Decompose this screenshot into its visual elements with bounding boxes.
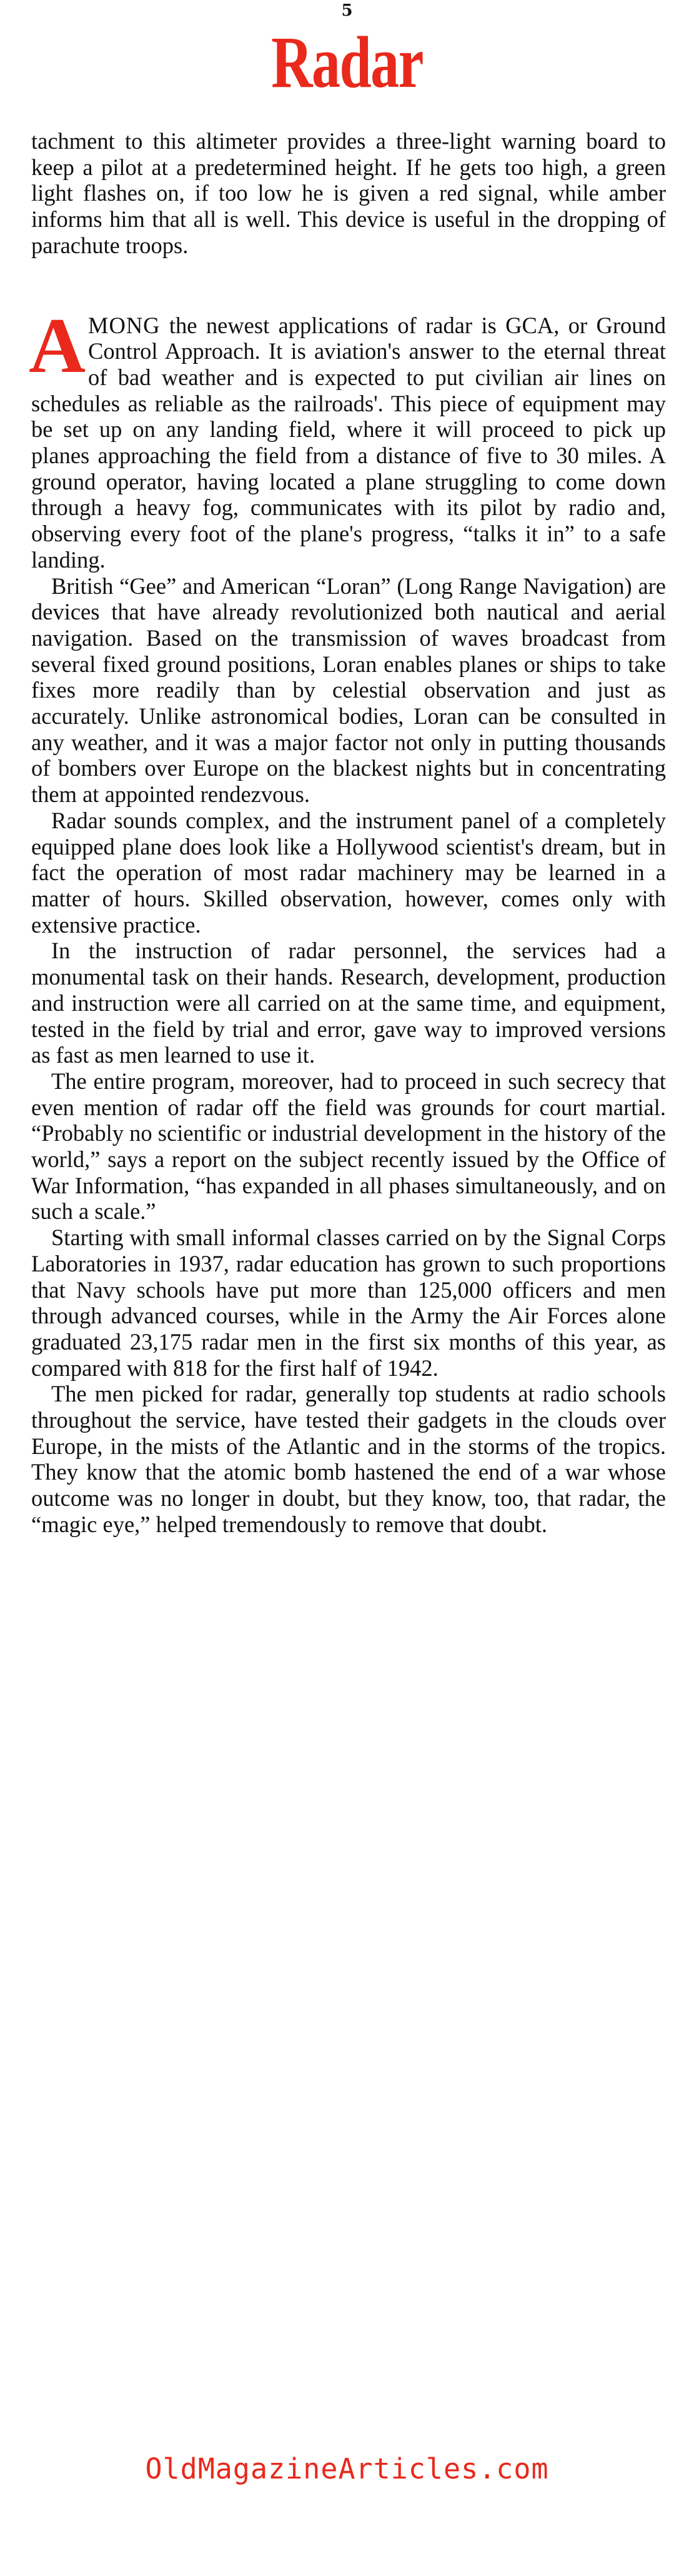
paragraph-radar-men: The men picked for radar, generally top students at radio schools throughout the service, have tested their gadgets in the clouds over Europe, in the mists of the Atlantic and in the storms of the tropics. They know that the atomic bomb hastened the end of a war whose outcome was no longer in doubt, but they know, too, that radar, the “magic eye,” helped tremendously to remove that doubt. (31, 1381, 666, 1537)
article-headline: Radar (271, 21, 423, 103)
paragraph-instruction: In the instruction of radar personnel, the services had a monumental task on their hands. Research, development, production and instruction were all carried on at the same time, and equipment, tested in the field by trial and error, gave way to improved versions as fast as men learned to use it. (31, 938, 666, 1068)
paragraph-gca-text: the newest applications of radar is GCA, or Ground Control Approach. It is aviation's answer to the eternal threat of bad weather and is expected to put civilian air lines on schedules as reliable as the railroads'. This piece of equipment may be set up on any landing field, where it will proceed to pick up planes approaching the field from a distance of five to 30 miles. A ground operator, having located a plane struggling to come down through a heavy fog, communicates with its pilot by radio and, observing every foot of the plane's progress, “talks it in” to a safe landing. (31, 312, 666, 573)
paragraph-gca (29, 302, 666, 573)
paragraph-education: Starting with small informal classes carried on by the Signal Corps Laboratories in 1937, radar education has grown to such proportions that Navy schools have put more than 125,000 officers and men through advanced courses, while in the Army the Air Forces alone graduated 23,175 radar men in the first six months of this year, as compared with 818 for the first half of 1942. (31, 1225, 666, 1381)
site-footer-link[interactable]: OldMagazineArticles.com (145, 2452, 549, 2485)
drop-cap: A (29, 302, 86, 389)
paragraph-loran: British “Gee” and American “Loran” (Long Range Navigation) are devices that have already revolutionized both nautical and aerial navigation. Based on the transmission of waves broadcast from several fixed ground positions, Loran enables planes or ships to take fixes more readily than by celestial observation and just as accurately. Unlike astronomical bodies, Loran can be consulted in any weather, and it was a major factor not only in putting thousands of bombers over Europe on the blackest nights but in concentrating them at appointed rendezvous. (31, 573, 666, 808)
paragraph-secrecy: The entire program, moreover, had to proceed in such secrecy that even mention of radar off the field was grounds for court martial. “Probably no scientific or industrial development in the history of the world,” says a report on the subject recently issued by the Office of War Information, “has expanded in all phases simultaneously, and on such a scale.” (31, 1068, 666, 1225)
lead-in-smallcaps: MONG (88, 312, 161, 338)
article-body (31, 128, 666, 1538)
paragraph-complexity: Radar sounds complex, and the instrument panel of a completely equipped plane does look like a Hollywood scientist's dream, but in fact the operation of most radar machinery may be learned in a matter of hours. Skilled observation, however, comes only with extensive practice. (31, 807, 666, 938)
paragraph-continued: tachment to this altimeter provides a three-light warning board to keep a pilot at a predetermined height. If he gets too high, a green light flashes on, if too low he is given a red signal, while amber informs him that all is well. This device is useful in the dropping of parachute troops. (31, 128, 666, 258)
page-number: 5 (341, 1, 353, 20)
